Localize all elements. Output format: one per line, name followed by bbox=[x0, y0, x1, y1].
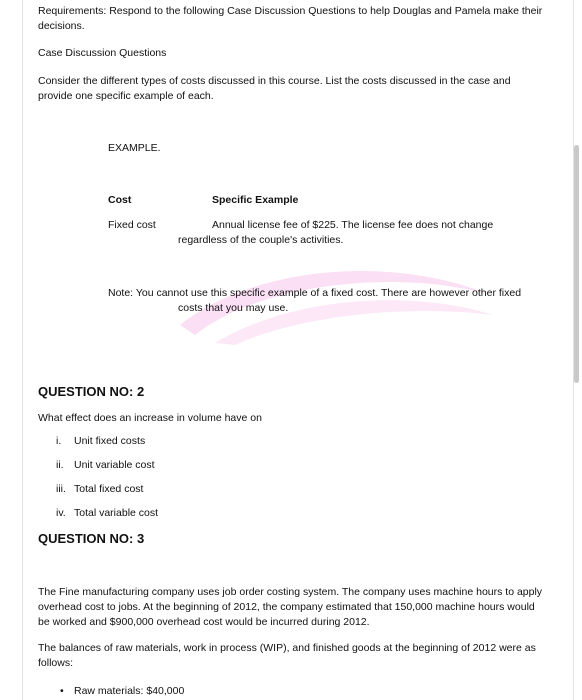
note-line-1: Note: You cannot use this specific example of a fixed cost. There are however other fixed bbox=[108, 287, 522, 299]
example-line-2: regardless of the couple's activities. bbox=[178, 234, 344, 247]
bullet-item bbox=[60, 684, 184, 699]
case-heading: Case Discussion Questions bbox=[38, 47, 167, 60]
example-label: EXAMPLE. bbox=[108, 142, 161, 154]
question-2-title: QUESTION NO: 2 bbox=[38, 384, 145, 399]
table-cell-example bbox=[178, 218, 523, 248]
consider-text: Consider the different types of costs discussed in this course. List the costs discussed in the case and provide one specific example of each. bbox=[38, 74, 511, 102]
list-item: iv. Total variable cost bbox=[56, 507, 159, 519]
question-3-title: QUESTION NO: 3 bbox=[38, 531, 145, 546]
note-text bbox=[108, 286, 548, 316]
question-2-text: What effect does an increase in volume have on bbox=[38, 412, 262, 424]
note-line-2: costs that you may use. bbox=[178, 302, 289, 315]
bullet-icon: • bbox=[60, 685, 64, 697]
list-item: iii. Total fixed cost bbox=[56, 483, 144, 495]
scrollbar[interactable] bbox=[574, 145, 579, 383]
table-header-cost: Cost bbox=[108, 194, 132, 206]
bullet-text: Raw materials: $40,000 bbox=[74, 685, 185, 697]
requirements-text: Requirements: Respond to the following Case Discussion Questions to help Douglas and Pamela make their decisions. bbox=[38, 5, 543, 33]
table-cell-cost: Fixed cost bbox=[108, 219, 156, 231]
list-item: ii. Unit variable cost bbox=[56, 459, 155, 471]
document-body bbox=[38, 4, 546, 104]
question-2-list bbox=[56, 434, 158, 530]
question-3-paragraph-2: The balances of raw materials, work in process (WIP), and finished goods at the beginning of 2012 were as follows: bbox=[38, 642, 536, 670]
list-item: i. Unit fixed costs bbox=[56, 435, 146, 447]
example-line-1: Annual license fee of $225. The license fee does not change bbox=[212, 219, 494, 231]
table-header-example: Specific Example bbox=[212, 194, 299, 206]
question-3-paragraph-1: The Fine manufacturing company uses job order costing system. The company uses machine hours to apply overhead cost to jobs. At the beginning of 2012, the company estimated that 150,000 machine hours would be worked and $900,000 overhead cost would be incurred during 2012. bbox=[38, 586, 543, 629]
